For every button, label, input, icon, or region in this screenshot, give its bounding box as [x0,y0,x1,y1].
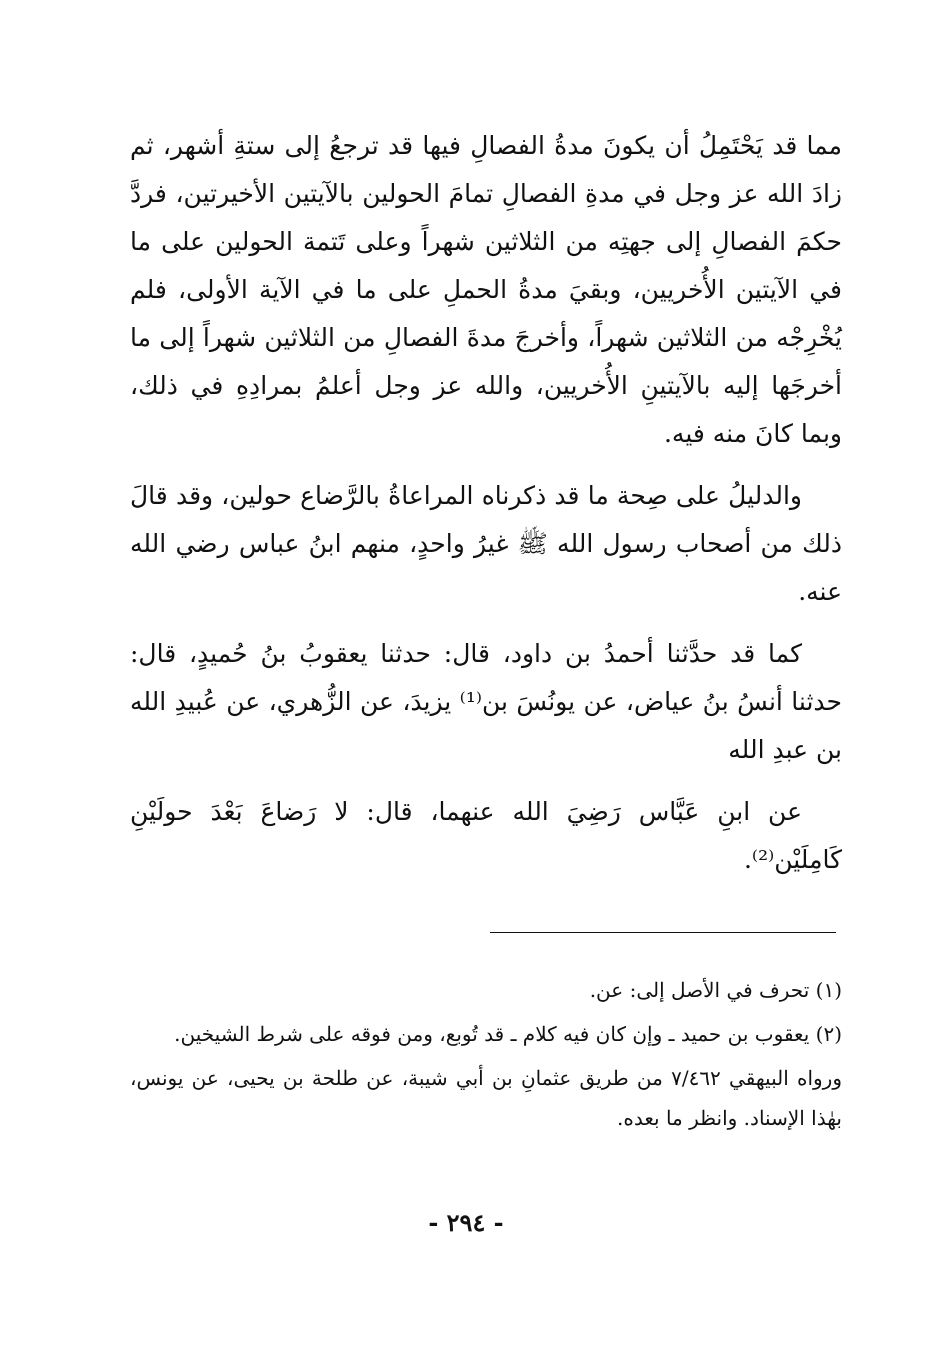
footnote-2: (٢) يعقوب بن حميد ـ وإن كان فيه كلام ـ قد تُوبع، ومن فوقه على شرط الشيخين. [174,1022,842,1046]
paragraph-3: كما قد حدَّثنا أحمدُ بن داود، قال: حدثنا يعقوبُ بنُ حُميدٍ، قال: حدثنا أنسُ بنُ عياض، عن يونُسَ بن⁽¹⁾ يزيدَ، عن الزُّهري، عن عُبيدِ الله بن عبدِ الله [130,639,842,764]
paragraph-4: عن ابنِ عَبَّاس رَضِيَ الله عنهما، قال: لا رَضاعَ بَعْدَ حولَيْنِ كَامِلَيْن⁽²⁾. [130,797,842,874]
footnote-2-continued: ورواه البيهقي ٧/٤٦٢ من طريق عثمانِ بن أبي شيبة، عن طلحة بن يحيى، عن يونس، بهٰذا الإسناد. وانظر ما بعده. [130,1066,843,1130]
paragraph-1: مما قد يَحْتَمِلُ أن يكونَ مدةُ الفصالِ فيها قد ترجعُ إلى ستةِ أشهر، ثم زادَ الله عز وجل في مدةِ الفصالِ تمامَ الحولين بالآيتين الأخيرتين، فردَّ حكمَ الفصالِ إلى جهتِه من الثلاثين شهراً وعلى تَتمة الحولين على ما في الآيتين الأُخريين، وبقيَ مدةُ الحملِ على ما في الآية الأولى، فلم يُخْرِجْه من الثلاثين شهراً، وأخرجَ مدةَ الفصالِ من الثلاثين شهراً إلى ما أخرجَها إليه بالآيتينِ الأُخريين، والله عز وجل أعلمُ بمرادِهِ في ذلك، وبما كانَ منه فيه. [130,131,842,448]
main-text-block [130,122,842,898]
paragraph-2: والدليلُ على صِحة ما قد ذكرناه المراعاةُ بالرَّضاع حولين، وقد قالَ ذلك من أصحاب رسول الله ﷺ غيرُ واحدٍ، منهم ابنُ عباس رضي الله عنه. [130,481,842,606]
footnote-1: (١) تحرف في الأصل إلى: عن. [589,978,842,1002]
page-number: - ٢٩٤ - [428,1208,504,1237]
footnote-separator [490,932,836,933]
footnotes-block [130,970,842,1142]
